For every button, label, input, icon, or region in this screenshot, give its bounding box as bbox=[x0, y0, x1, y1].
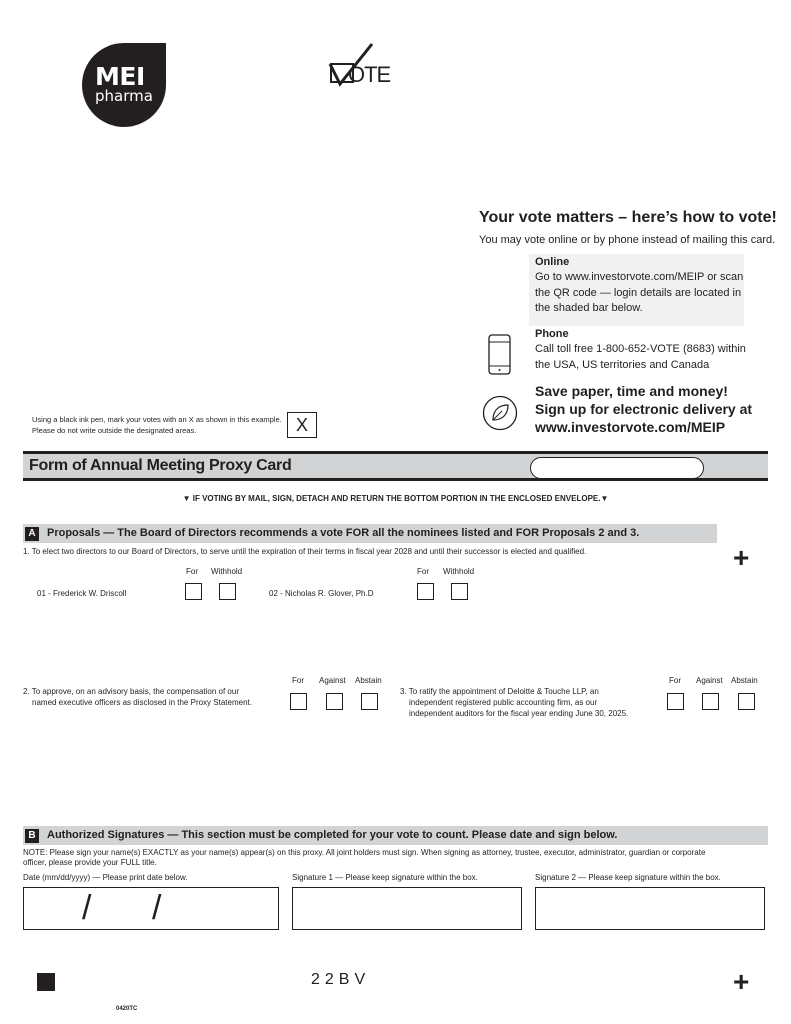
registration-square bbox=[37, 973, 55, 991]
online-line: Go to www.investorvote.com/MEIP or scan bbox=[535, 271, 744, 283]
col-for-label: For bbox=[292, 676, 304, 685]
electronic-delivery-text bbox=[535, 382, 752, 436]
save-line: Sign up for electronic delivery at bbox=[535, 401, 753, 417]
footer-small-code: 0420TC bbox=[116, 1006, 138, 1012]
proposal-3-text bbox=[400, 686, 628, 719]
mei-pharma-logo bbox=[82, 43, 166, 127]
section-b-badge: B bbox=[25, 829, 39, 843]
proposal-2-text bbox=[23, 686, 252, 708]
nominee-1-for-checkbox[interactable] bbox=[185, 583, 202, 600]
col-abstain-label: Abstain bbox=[355, 676, 382, 685]
logo-text-mei: MEI bbox=[95, 62, 145, 91]
instruction-line: Using a black ink pen, mark your votes with an X as shown in this example. bbox=[32, 415, 282, 424]
how-to-vote-subtitle: You may vote online or by phone instead of mailing this card. bbox=[479, 234, 776, 246]
nominee-2-for-checkbox[interactable] bbox=[417, 583, 434, 600]
proposal-2-abstain-checkbox[interactable] bbox=[361, 693, 378, 710]
marking-instructions bbox=[32, 414, 282, 436]
online-line: the QR code — login details are located in bbox=[535, 286, 742, 299]
note-line: officer, please provide your FULL title. bbox=[23, 858, 157, 867]
nominee-2-withhold-checkbox[interactable] bbox=[451, 583, 468, 600]
section-b-title: Authorized Signatures — This section must be completed for your vote to count. Please date and sign below. bbox=[47, 829, 618, 841]
proposal-3-line: independent auditors for the fiscal year ending June 30, 2025. bbox=[409, 709, 629, 718]
instruction-line: Please do not write outside the designated areas. bbox=[32, 426, 197, 435]
registration-plus-mark: + bbox=[733, 966, 750, 997]
proposal-3-abstain-checkbox[interactable] bbox=[738, 693, 755, 710]
registration-plus-mark: + bbox=[733, 542, 750, 573]
col-against-label: Against bbox=[319, 676, 346, 685]
phone-text bbox=[535, 342, 746, 373]
save-line: www.investorvote.com/MEIP bbox=[535, 419, 726, 435]
date-separator: / bbox=[152, 889, 162, 927]
signature-2-label: Signature 2 — Please keep signature within the box. bbox=[535, 873, 721, 882]
proposal-3-for-checkbox[interactable] bbox=[667, 693, 684, 710]
section-a-badge: A bbox=[25, 527, 39, 541]
control-number-field[interactable] bbox=[530, 457, 704, 479]
col-withhold-label: Withhold bbox=[211, 567, 243, 576]
col-abstain-label: Abstain bbox=[731, 676, 758, 685]
nominee-1-withhold-checkbox[interactable] bbox=[219, 583, 236, 600]
signature-note bbox=[23, 848, 705, 868]
phone-label: Phone bbox=[535, 328, 569, 340]
proposal-2-line: 2. To approve, on an advisory basis, the compensation of our bbox=[23, 687, 239, 696]
col-for-label: For bbox=[186, 567, 198, 576]
signature-1-field[interactable] bbox=[292, 887, 522, 930]
proposal-2-line: named executive officers as disclosed in the Proxy Statement. bbox=[32, 698, 252, 707]
save-line: Save paper, time and money! bbox=[535, 383, 728, 399]
col-against-label: Against bbox=[696, 676, 723, 685]
detach-note: ▼ IF VOTING BY MAIL, SIGN, DETACH AND RETURN THE BOTTOM PORTION IN THE ENCLOSED ENVELOPE.▼ bbox=[182, 494, 609, 503]
proposal-3-against-checkbox[interactable] bbox=[702, 693, 719, 710]
phone-line: Call toll free 1-800-652-VOTE (8683) within bbox=[535, 343, 746, 355]
nominee-1-name: 01 - Frederick W. Driscoll bbox=[37, 589, 127, 598]
col-withhold-label: Withhold bbox=[443, 567, 475, 576]
section-a-header bbox=[23, 524, 717, 543]
proposal-3-line: 3. To ratify the appointment of Deloitte & Touche LLP, an bbox=[400, 687, 599, 696]
online-label: Online bbox=[535, 256, 570, 268]
leaf-icon bbox=[482, 395, 518, 431]
vote-logo-text: OTE bbox=[348, 62, 391, 87]
phone-line: the USA, US territories and Canada bbox=[535, 358, 710, 371]
how-to-vote-title: Your vote matters – here’s how to vote! bbox=[479, 209, 777, 226]
section-b-header bbox=[23, 826, 768, 845]
col-for-label: For bbox=[417, 567, 429, 576]
online-text bbox=[535, 270, 743, 317]
signature-2-field[interactable] bbox=[535, 887, 765, 930]
col-for-label: For bbox=[669, 676, 681, 685]
proposal-3-line: independent registered public accounting firm, as our bbox=[409, 698, 598, 707]
nominee-2-name: 02 - Nicholas R. Glover, Ph.D bbox=[269, 589, 374, 598]
signature-1-label: Signature 1 — Please keep signature within the box. bbox=[292, 873, 478, 882]
date-label: Date (mm/dd/yyyy) — Please print date below. bbox=[23, 873, 188, 882]
proposal-1-text: 1. To elect two directors to our Board of Directors, to serve until the expiration of their terms in fiscal year 2028 and until their successor is elected and qualified. bbox=[23, 547, 587, 556]
logo-text-pharma: pharma bbox=[95, 87, 153, 105]
date-field[interactable] bbox=[23, 887, 279, 930]
note-line: NOTE: Please sign your name(s) EXACTLY as your name(s) appear(s) on this proxy. All joint holders must sign. When signing as attorney, trustee, executor, administrator, guardian or corporate bbox=[23, 848, 706, 857]
proxy-card-title: Form of Annual Meeting Proxy Card bbox=[29, 457, 292, 474]
proposal-2-for-checkbox[interactable] bbox=[290, 693, 307, 710]
example-x-box: X bbox=[287, 412, 317, 438]
online-line: the shaded bar below. bbox=[535, 302, 643, 314]
date-separator: / bbox=[82, 889, 92, 927]
section-a-title: Proposals — The Board of Directors recommends a vote FOR all the nominees listed and FOR Proposals 2 and 3. bbox=[47, 527, 640, 539]
proposal-2-against-checkbox[interactable] bbox=[326, 693, 343, 710]
phone-icon bbox=[487, 334, 513, 376]
form-code: 22BV bbox=[311, 971, 371, 988]
